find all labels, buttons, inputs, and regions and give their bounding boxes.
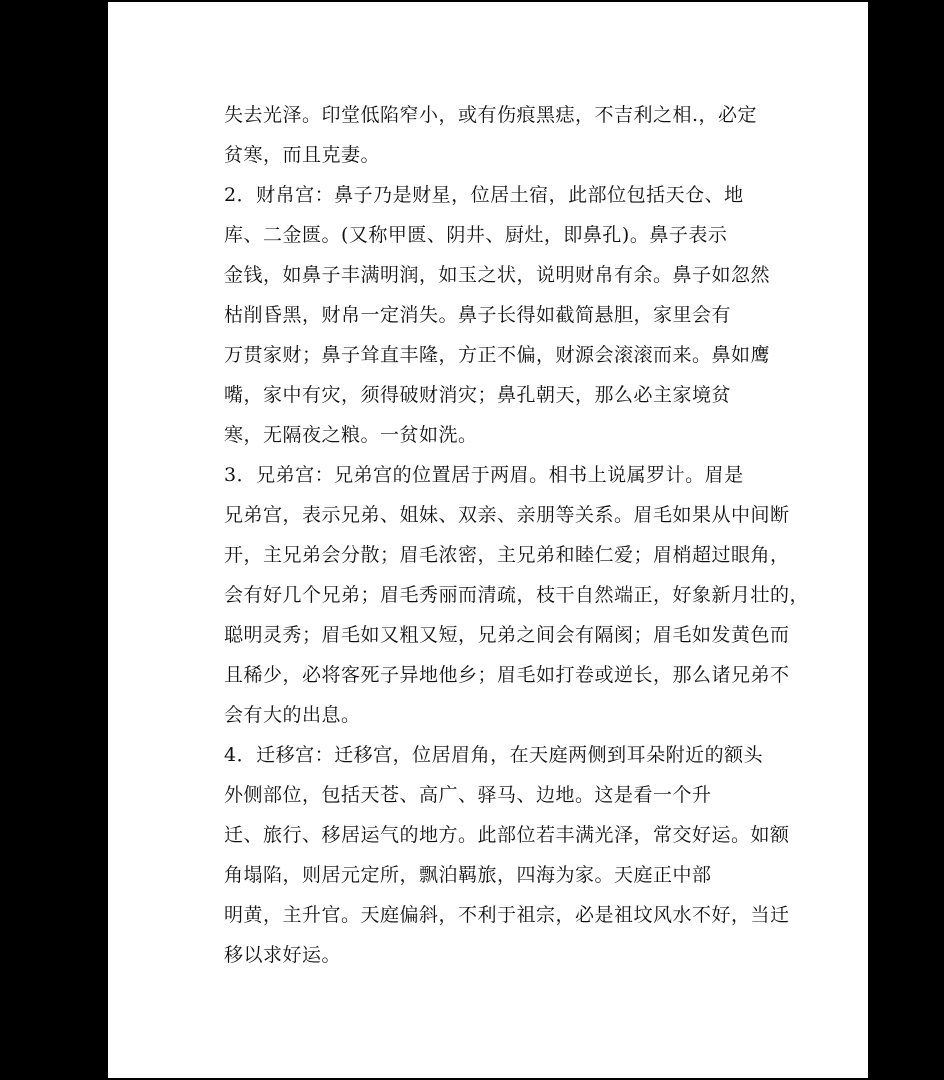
text-line: 库、二金匮。(又称甲匮、阴井、厨灶，即鼻孔)。鼻子表示 — [224, 224, 728, 246]
text-line: 4．迁移宫：迁移宫，位居眉角，在天庭两侧到耳朵附近的额头 — [224, 744, 764, 766]
text-line: 聪明灵秀；眉毛如又粗又短，兄弟之间会有隔阂；眉毛如发黄色而 — [224, 624, 790, 646]
text-line: 且稀少，必将客死子异地他乡；眉毛如打卷或逆长，那么诸兄弟不 — [224, 664, 790, 686]
text-line: 开，主兄弟会分散；眉毛浓密，主兄弟和睦仁爱；眉梢超过眼角， — [224, 544, 790, 566]
text-line: 明黄，主升官。天庭偏斜，不利于祖宗，必是祖坟风水不好，当迁 — [224, 904, 790, 926]
text-line: 枯削昏黑，财帛一定消失。鼻子长得如截简悬胆，家里会有 — [224, 304, 732, 326]
text-line: 2．财帛宫：鼻子乃是财星，位居土宿，此部位包括天仓、地 — [224, 184, 744, 206]
text-line: 会有好几个兄弟；眉毛秀丽而清疏，枝干自然端正，好象新月壮的， — [224, 584, 810, 606]
text-line: 会有大的出息。 — [224, 704, 361, 726]
text-line: 寒，无隔夜之粮。一贫如洗。 — [224, 424, 478, 446]
text-line: 贫寒，而且克妻。 — [224, 144, 381, 166]
text-line: 嘴，家中有灾，须得破财消灾；鼻孔朝天，那么必主家境贫 — [224, 384, 732, 406]
text-line: 移以求好运。 — [224, 944, 342, 966]
text-line: 外侧部位，包括天苍、高广、驿马、边地。这是看一个升 — [224, 784, 712, 806]
text-line: 万贯家财；鼻子耸直丰隆，方正不偏，财源会滚滚而来。鼻如鹰 — [224, 344, 771, 366]
text-line: 金钱，如鼻子丰满明润，如玉之状，说明财帛有余。鼻子如忽然 — [224, 264, 771, 286]
text-line: 失去光泽。印堂低陷窄小，或有伤痕黑痣，不吉利之相.，必定 — [224, 104, 758, 126]
text-line: 兄弟宫，表示兄弟、姐妹、双亲、亲朋等关系。眉毛如果从中间断 — [224, 504, 790, 526]
text-line: 角塌陷，则居元定所，飘泊羁旅，四海为家。天庭正中部 — [224, 864, 712, 886]
document-page — [108, 2, 868, 1078]
text-line: 迁、旅行、移居运气的地方。此部位若丰满光泽，常交好运。如额 — [224, 824, 790, 846]
text-line: 3．兄弟宫：兄弟宫的位置居于两眉。相书上说属罗计。眉是 — [224, 464, 744, 486]
